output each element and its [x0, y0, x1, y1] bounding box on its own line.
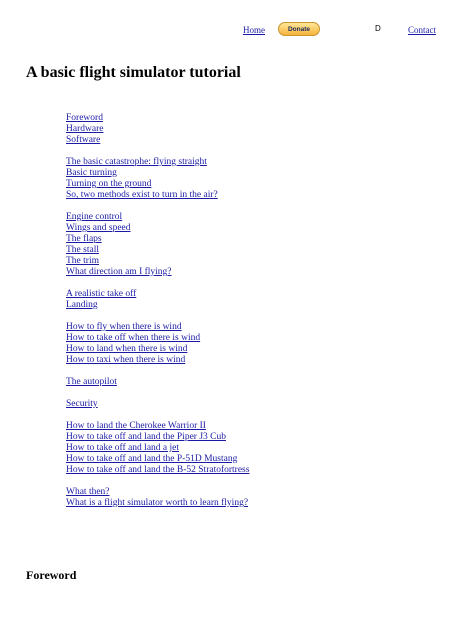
- toc-link[interactable]: The flaps: [66, 234, 102, 244]
- toc-link[interactable]: What then?: [66, 487, 110, 497]
- toc-link[interactable]: How to take off and land the B-52 Stratofortress: [66, 465, 250, 475]
- toc-group: [66, 113, 446, 146]
- top-navigation: [0, 22, 474, 38]
- nav-mark: D: [375, 24, 381, 33]
- donate-button[interactable]: Donate: [278, 22, 320, 36]
- toc-link[interactable]: How to taxi when there is wind: [66, 355, 186, 365]
- toc-link[interactable]: How to take off and land a jet: [66, 443, 179, 453]
- toc-group: [66, 289, 446, 311]
- toc-link[interactable]: So, two methods exist to turn in the air?: [66, 190, 218, 200]
- toc-link[interactable]: Engine control: [66, 212, 123, 222]
- toc-link[interactable]: Turning on the ground: [66, 179, 152, 189]
- toc-link[interactable]: Software: [66, 135, 101, 145]
- toc-link[interactable]: How to take off and land the P-51D Mustang: [66, 454, 238, 464]
- toc-link[interactable]: How to land the Cherokee Warrior II: [66, 421, 206, 431]
- toc-link[interactable]: The stall: [66, 245, 99, 255]
- toc-link[interactable]: The autopilot: [66, 377, 117, 387]
- page-title: A basic flight simulator tutorial: [26, 64, 241, 81]
- toc-link[interactable]: How to land when there is wind: [66, 344, 188, 354]
- toc-link[interactable]: Landing: [66, 300, 98, 310]
- toc-group: [66, 421, 446, 476]
- toc-group: [66, 157, 446, 201]
- toc-group: [66, 399, 446, 410]
- toc-link[interactable]: The basic catastrophe: flying straight: [66, 157, 207, 167]
- toc-link[interactable]: Hardware: [66, 124, 104, 134]
- toc-link[interactable]: Basic turning: [66, 168, 117, 178]
- toc-link[interactable]: How to take off and land the Piper J3 Cub: [66, 432, 226, 442]
- toc-link[interactable]: The trim: [66, 256, 99, 266]
- toc-link[interactable]: A realistic take off: [66, 289, 137, 299]
- section-heading-foreword: Foreword: [26, 568, 77, 582]
- toc-group: [66, 322, 446, 366]
- toc-link[interactable]: How to take off when there is wind: [66, 333, 201, 343]
- toc-link[interactable]: How to fly when there is wind: [66, 322, 182, 332]
- toc-link[interactable]: What direction am I flying?: [66, 267, 172, 277]
- toc-link[interactable]: Security: [66, 399, 98, 409]
- toc-link[interactable]: Foreword: [66, 113, 103, 123]
- toc-link[interactable]: What is a flight simulator worth to learn flying?: [66, 498, 249, 508]
- home-link[interactable]: Home: [243, 25, 265, 35]
- toc-group: [66, 377, 446, 388]
- toc-group: [66, 487, 446, 509]
- toc-group: [66, 212, 446, 278]
- contact-link[interactable]: Contact: [408, 25, 436, 35]
- toc-link[interactable]: Wings and speed: [66, 223, 131, 233]
- table-of-contents: [66, 113, 446, 520]
